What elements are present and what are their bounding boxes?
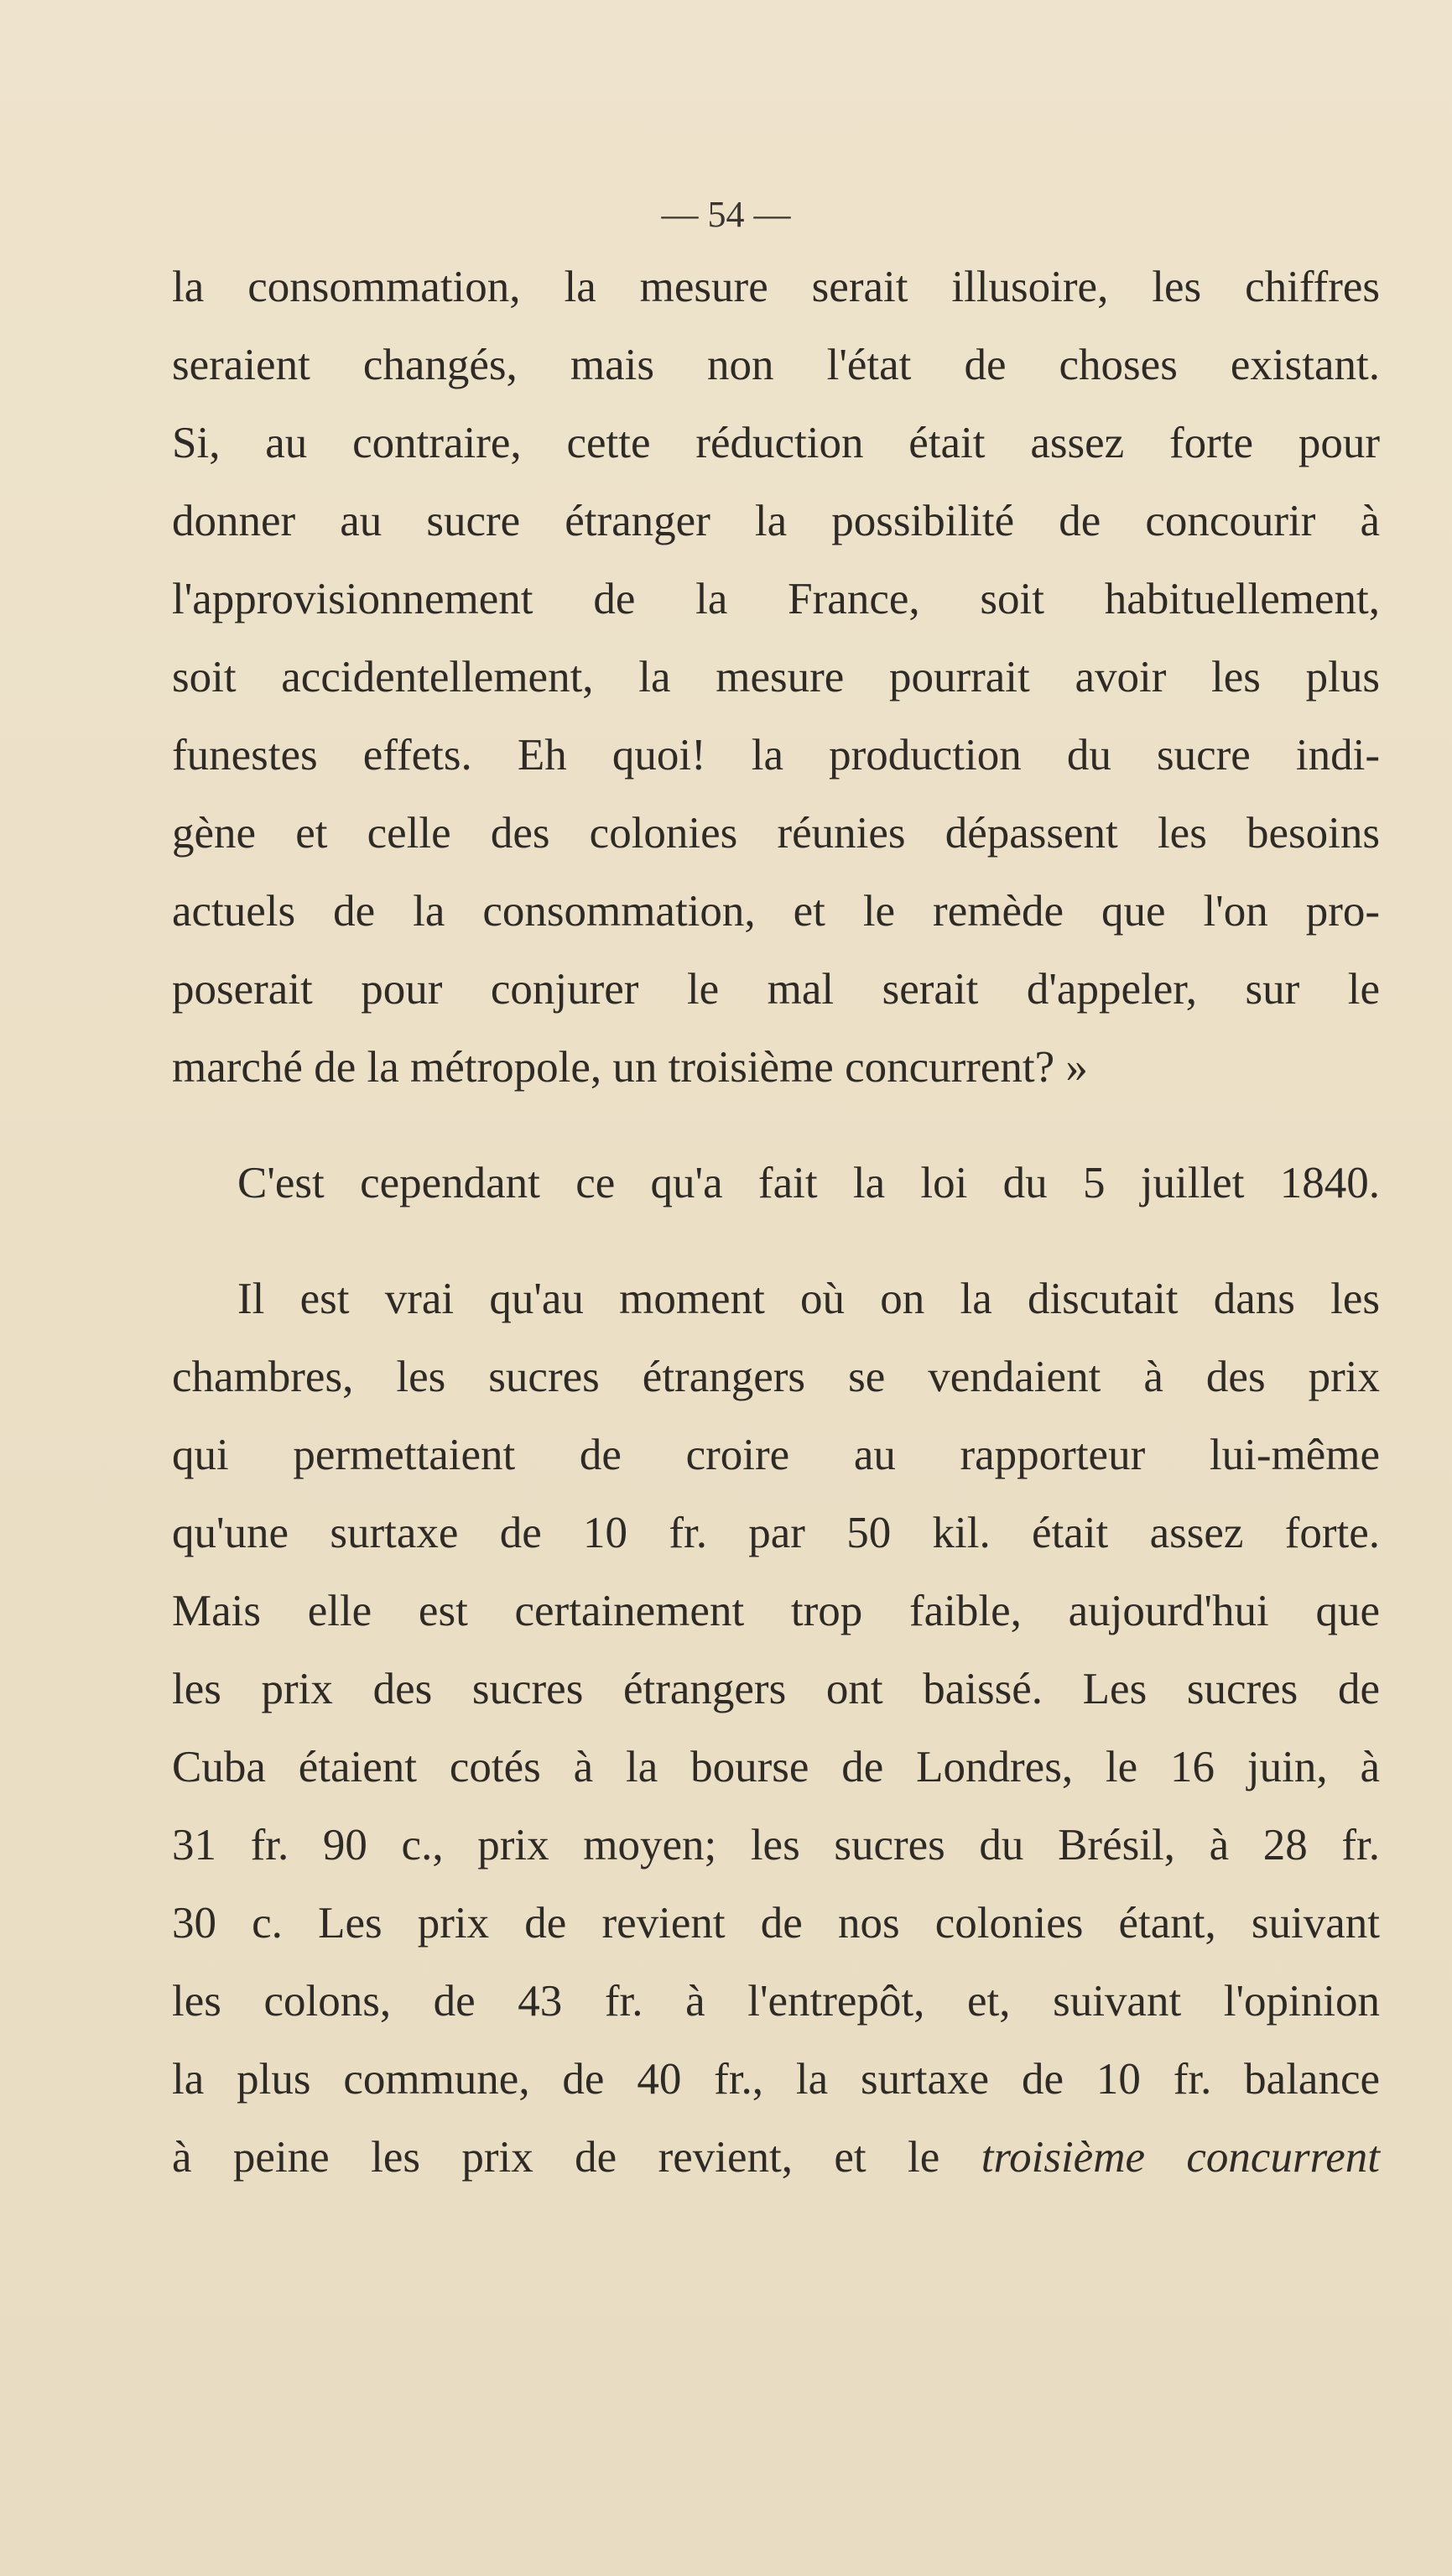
text-line: qu'une surtaxe de 10 fr. par 50 kil. était assez forte. — [172, 1509, 1380, 1557]
text-line: 30 c. Les prix de revient de nos colonies étant, suivant — [172, 1899, 1380, 1948]
paragraph-2 — [172, 1145, 1380, 1223]
text-line: l'approvisionnement de la France, soit habituellement, — [172, 575, 1380, 623]
text-line: gène et celle des colonies réunies dépassent les besoins — [172, 809, 1380, 858]
italic-text: troisième concurrent — [981, 2133, 1380, 2182]
text-line: donner au sucre étranger la possibilité de concourir à — [172, 497, 1380, 545]
text-line: 31 fr. 90 c., prix moyen; les sucres du Brésil, à 28 fr. — [172, 1821, 1380, 1869]
text-line: poserait pour conjurer le mal serait d'appeler, sur le — [172, 965, 1380, 1014]
text-line: actuels de la consommation, et le remède que l'on pro- — [172, 887, 1380, 936]
text-line: Cuba étaient cotés à la bourse de Londres, le 16 juin, à — [172, 1743, 1380, 1791]
text-line: marché de la métropole, un troisième concurrent? » — [172, 1043, 1088, 1092]
paragraph-1 — [172, 248, 1380, 1107]
text-line: la consommation, la mesure serait illusoire, les chiffres — [172, 263, 1380, 311]
text-fragment: à peine les prix de revient, et le — [172, 2133, 940, 2182]
text-line: chambres, les sucres étrangers se vendaient à des prix — [172, 1353, 1380, 1401]
text-line: Si, au contraire, cette réduction était assez forte pour — [172, 419, 1380, 467]
text-line: funestes effets. Eh quoi! la production du sucre indi- — [172, 731, 1380, 780]
text-line: les colons, de 43 fr. à l'entrepôt, et, suivant l'opinion — [172, 1977, 1380, 2026]
text-line: Il est vrai qu'au moment où on la discutait dans les — [237, 1275, 1380, 1323]
text-line: Mais elle est certainement trop faible, aujourd'hui que — [172, 1587, 1380, 1635]
text-line: C'est cependant ce qu'a fait la loi du 5 juillet 1840. — [237, 1159, 1380, 1207]
text-line: les prix des sucres étrangers ont baissé. Les sucres de — [172, 1665, 1380, 1713]
page-number: — 54 — — [661, 194, 791, 235]
paragraph-3 — [172, 1260, 1380, 2197]
text-line: qui permettaient de croire au rapporteur lui-même — [172, 1431, 1380, 1479]
text-line: seraient changés, mais non l'état de choses existant. — [172, 341, 1380, 389]
body-text — [172, 248, 1380, 2197]
text-line: soit accidentellement, la mesure pourrait avoir les plus — [172, 653, 1380, 701]
text-line-final — [172, 2119, 1380, 2197]
text-line: la plus commune, de 40 fr., la surtaxe de 10 fr. balance — [172, 2055, 1380, 2104]
